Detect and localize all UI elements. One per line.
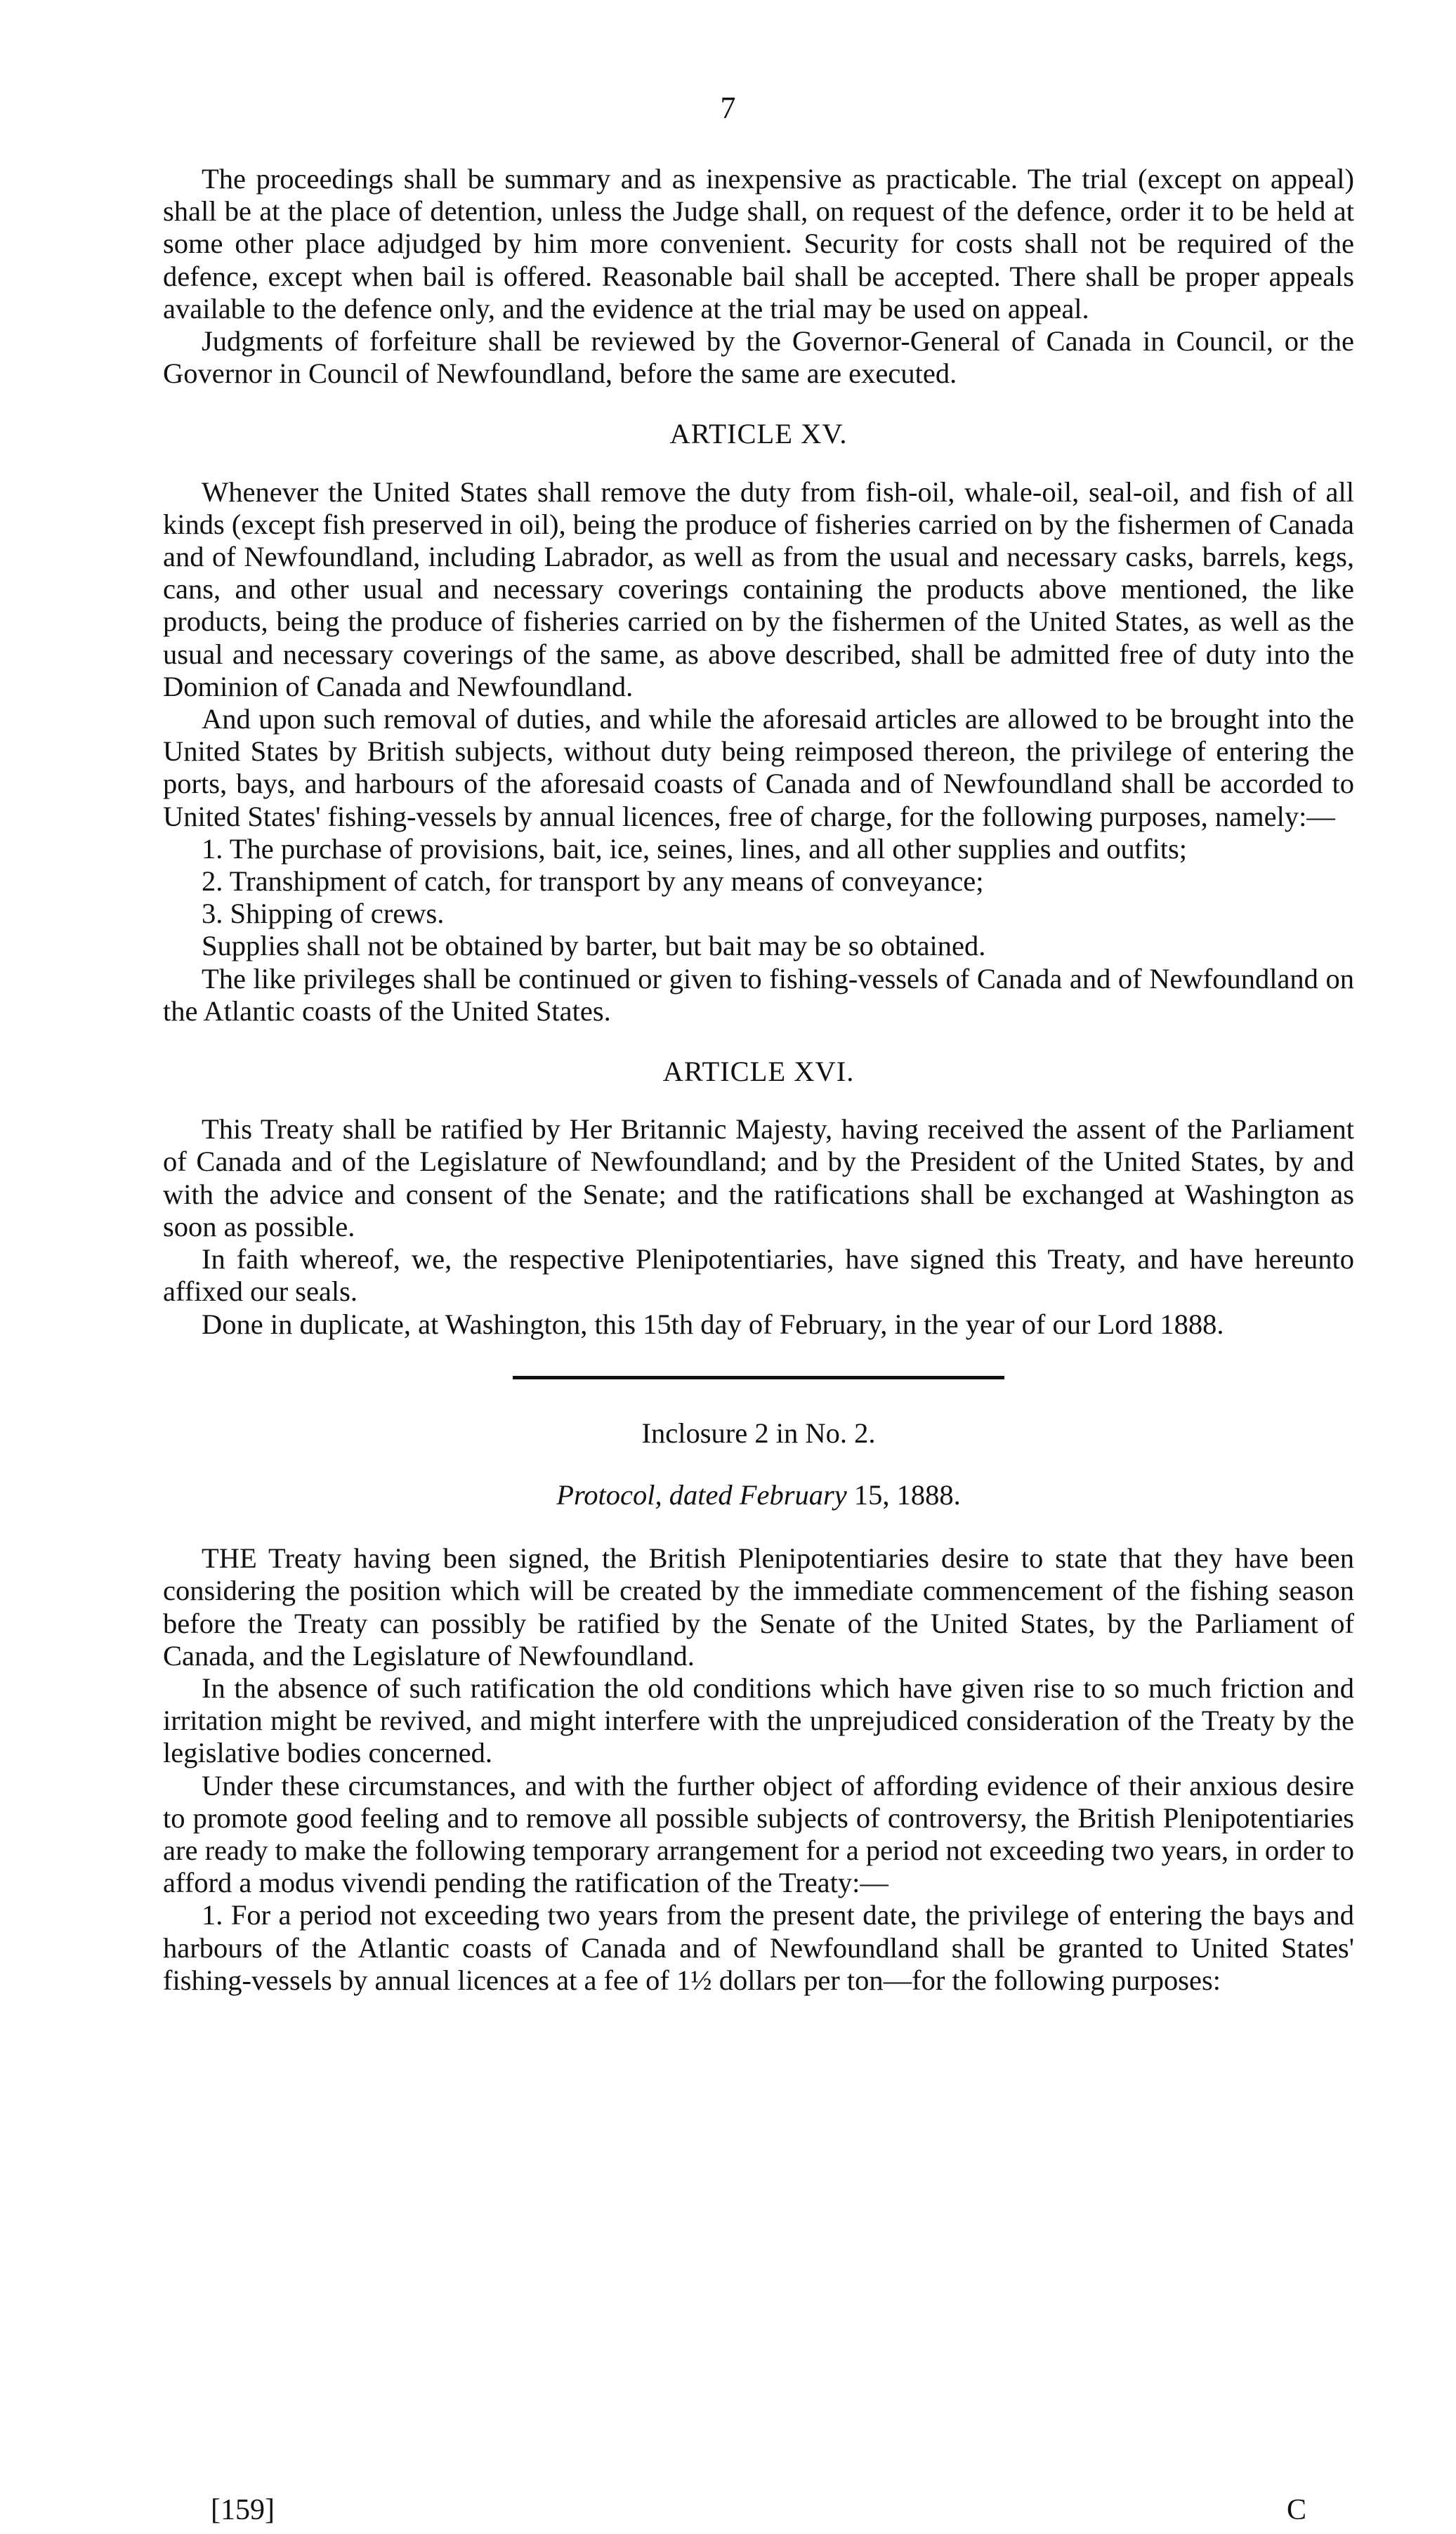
list-item: 3. Shipping of crews.	[202, 898, 445, 930]
paragraph: Supplies shall not be obtained by barter, but bait may be so obtained.	[202, 930, 986, 962]
list-item: 2. Transhipment of catch, for transport by any means of conveyance;	[202, 865, 984, 898]
paragraph: The like privileges shall be continued or given to fishing-vessels of Canada and of Newfoundland on the Atlantic coasts of the United States.	[163, 962, 1354, 1027]
protocol-date: 15, 1888.	[853, 1478, 961, 1511]
paragraph: The proceedings shall be summary and as inexpensive as practicable. The trial (except on appeal) shall be at the place of detention, unless the Judge shall, on request of the defence, order it to be held at some other place adjudged by him more convenient. Security for costs shall not be required of the defence, except when bail is offered. Reasonable bail shall be accepted. There shall be proper appeals available to the defence only, and the evidence at the trial may be used on appeal.	[163, 163, 1354, 324]
paragraph: Under these circumstances, and with the further object of affording evidence of their anxious desire to promote good feeling and to remove all possible subjects of controversy, the British Plenipotentiaries are ready to make the following temporary arrangement for a period not exceeding two years, in order to afford a modus vivendi pending the ratification of the Treaty:—	[163, 1769, 1354, 1899]
paragraph: This Treaty shall be ratified by Her Britannic Majesty, having received the assent of the Parliament of Canada and of the Legislature of Newfoundland; and by the President of the United States, by and with the advice and consent of the Senate; and the ratifications shall be exchanged at Washington as soon as possible.	[163, 1113, 1354, 1242]
paragraph: In the absence of such ratification the old conditions which have given rise to so much friction and irritation might be revived, and might interfere with the unprejudiced consideration of the Treaty by the legislative bodies concerned.	[163, 1672, 1354, 1769]
list-item: 1. The purchase of provisions, bait, ice, seines, lines, and all other supplies and outfits;	[202, 832, 1187, 865]
paragraph: Done in duplicate, at Washington, this 15th day of February, in the year of our Lord 1888.	[202, 1308, 1224, 1340]
paragraph: Whenever the United States shall remove the duty from fish-oil, whale-oil, seal-oil, and fish of all kinds (except fish preserved in oil), being the produce of fisheries carried on by the fishermen of Canada and of Newfoundland, including Labrador, as well as from the usual and necessary casks, barrels, kegs, cans, and other usual and necessary coverings containing the products above mentioned, the like products, being the produce of fisheries carried on by the fishermen of the United States, as well as the usual and necessary coverings of the same, as above described, shall be admitted free of duty into the Dominion of Canada and Newfoundland.	[163, 475, 1354, 702]
sheet-letter: C	[1286, 2494, 1306, 2526]
paragraph: In faith whereof, we, the respective Plenipotentiaries, have signed this Treaty, and have hereunto affixed our seals.	[163, 1243, 1354, 1308]
paragraph: Judgments of forfeiture shall be reviewed by the Governor-General of Canada in Council, or the Governor in Council of Newfoundland, before the same are executed.	[163, 325, 1354, 390]
paragraph: And upon such removal of duties, and while the aforesaid articles are allowed to be brought into the United States by British subjects, without duty being reimposed thereon, the privilege of entering the ports, bays, and harbours of the aforesaid coasts of Canada and of Newfoundland shall be accorded to United States' fishing-vessels by annual licences, free of charge, for the following purposes, namely:—	[163, 703, 1354, 832]
article-xv-heading: ARTICLE XV.	[669, 418, 848, 450]
page-number: 7	[720, 91, 736, 125]
section-divider	[513, 1376, 1004, 1379]
signature-mark: [159]	[211, 2494, 275, 2526]
paragraph: 1. For a period not exceeding two years from the present date, the privilege of entering the bays and harbours of the Atlantic coasts of Canada and of Newfoundland shall be granted to United States' fishing-vessels by annual licences at a fee of 1½ dollars per ton—for the following purposes:	[163, 1899, 1354, 1996]
protocol-heading	[163, 1479, 1354, 1511]
page-body	[163, 163, 1354, 1997]
inclosure-title: Inclosure 2 in No. 2.	[641, 1417, 876, 1449]
protocol-label: Protocol, dated February	[556, 1478, 847, 1511]
article-xvi-heading: ARTICLE XVI.	[662, 1056, 855, 1088]
paragraph: THE Treaty having been signed, the British Plenipotentiaries desire to state that they have been considering the position which will be created by the immediate commencement of the fishing season before the Treaty can possibly be ratified by the Senate of the United States, by the Parliament of Canada, and the Legislature of Newfoundland.	[163, 1542, 1354, 1672]
